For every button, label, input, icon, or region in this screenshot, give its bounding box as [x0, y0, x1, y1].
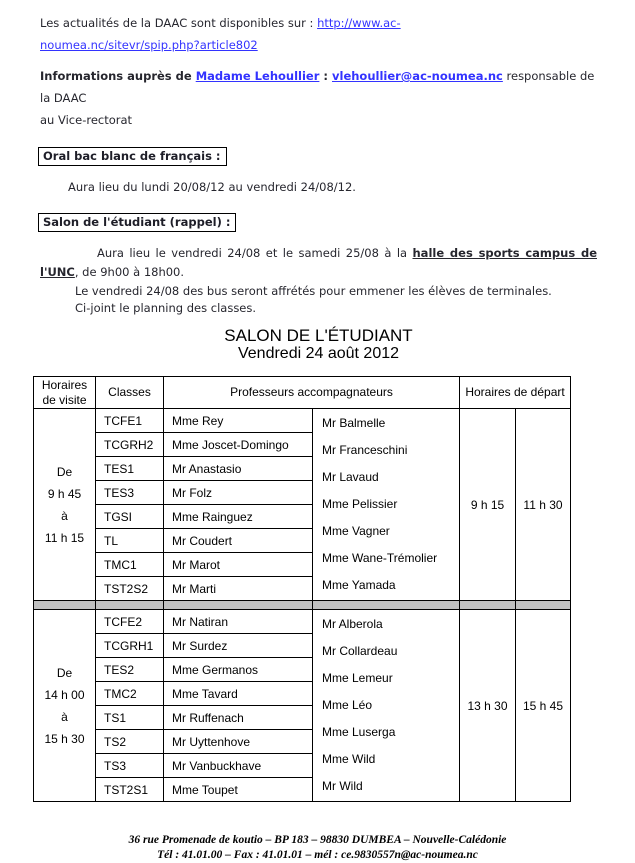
prof-cell: Mr Anastasio	[164, 457, 313, 481]
prof-cell: Mme Joscet-Domingo	[164, 433, 313, 457]
accompagnateurs-morning	[313, 409, 460, 601]
class-cell: TGSI	[96, 505, 164, 529]
intro-text: Les actualités de la DAAC sont disponibles sur :	[40, 16, 318, 30]
class-cell: TS2	[96, 730, 164, 754]
contact-rest-line1: responsable de la DAAC	[40, 69, 595, 105]
footer-address: 36 rue Promenade de koutio – BP 183 – 98830 DUMBEA – Nouvelle-Calédonie	[128, 834, 507, 846]
oral-bac-body: Aura lieu du lundi 20/08/12 au vendredi 24/08/12.	[68, 180, 356, 194]
separator-row	[34, 601, 571, 610]
salon-bus-line: Le vendredi 24/08 des bus seront affrétés pour emmener les élèves de terminales.	[75, 284, 552, 298]
class-cell: TCFE1	[96, 409, 164, 433]
accompagnateur: Mme Vagner	[322, 524, 390, 538]
depart-time-2-afternoon: 15 h 45	[516, 610, 571, 802]
header-depart: Horaires de départ	[460, 377, 571, 409]
salon-paragraph	[40, 244, 597, 282]
table-row	[34, 610, 571, 634]
section-heading-oral-bac: Oral bac blanc de français :	[38, 147, 227, 166]
accompagnateurs-afternoon	[313, 610, 460, 802]
class-cell: TST2S2	[96, 577, 164, 601]
visit-line: De	[56, 464, 73, 479]
accompagnateur: Mr Franceschini	[322, 443, 408, 457]
footer	[0, 833, 635, 863]
prof-cell: Mr Marot	[164, 553, 313, 577]
section-heading-salon: Salon de l'étudiant (rappel) :	[38, 213, 236, 232]
class-cell: TES1	[96, 457, 164, 481]
visit-time-morning	[34, 409, 96, 601]
intro-paragraph	[40, 12, 597, 56]
prof-cell: Mr Coudert	[164, 529, 313, 553]
separator-cell	[164, 601, 313, 610]
separator-cell	[516, 601, 571, 610]
event-subtitle: Vendredi 24 août 2012	[237, 345, 400, 362]
class-cell: TL	[96, 529, 164, 553]
class-cell: TCGRH1	[96, 634, 164, 658]
prof-cell: Mme Tavard	[164, 682, 313, 706]
planning-table	[33, 376, 571, 802]
depart-time-2-morning: 11 h 30	[516, 409, 571, 601]
prof-cell: Mr Natiran	[164, 610, 313, 634]
prof-cell: Mr Folz	[164, 481, 313, 505]
madame-lehoullier-link[interactable]: Madame Lehoullier	[195, 69, 320, 83]
table-row	[34, 409, 571, 433]
visit-line: 9 h 45	[47, 486, 82, 501]
prof-cell: Mme Rainguez	[164, 505, 313, 529]
visit-line: De	[56, 665, 73, 680]
separator-cell	[460, 601, 516, 610]
depart-time-1-morning: 9 h 15	[460, 409, 516, 601]
separator-cell	[96, 601, 164, 610]
visit-line: 14 h 00	[44, 687, 85, 702]
accompagnateur: Mr Lavaud	[322, 470, 379, 484]
class-cell: TS1	[96, 706, 164, 730]
salon-text-start: Aura lieu le vendredi 24/08 et le samedi 25/08 à la	[97, 246, 413, 260]
salon-planning-line: Ci-joint le planning des classes.	[75, 301, 257, 315]
prof-cell: Mr Ruffenach	[164, 706, 313, 730]
class-cell: TMC1	[96, 553, 164, 577]
accompagnateur: Mme Luserga	[322, 725, 396, 739]
separator-cell	[34, 601, 96, 610]
accompagnateur: Mr Balmelle	[322, 416, 386, 430]
class-cell: TCGRH2	[96, 433, 164, 457]
event-title: SALON DE L'ÉTUDIANT	[224, 326, 413, 345]
class-cell: TES2	[96, 658, 164, 682]
email-link[interactable]: vlehoullier@ac-noumea.nc	[332, 69, 503, 83]
prof-cell: Mme Toupet	[164, 778, 313, 802]
separator-cell	[313, 601, 460, 610]
header-visit: Horaires de visite	[34, 377, 96, 409]
header-classes: Classes	[96, 377, 164, 409]
accompagnateur: Mr Alberola	[322, 617, 383, 631]
contact-rest-line2: au Vice-rectorat	[40, 113, 133, 127]
accompagnateur: Mme Wane-Trémolier	[322, 551, 438, 565]
document-body	[0, 0, 635, 363]
prof-cell: Mme Germanos	[164, 658, 313, 682]
prof-cell: Mr Uyttenhove	[164, 730, 313, 754]
prof-cell: Mr Vanbuckhave	[164, 754, 313, 778]
contact-paragraph	[40, 65, 597, 131]
contact-label: Informations auprès de	[40, 69, 196, 83]
accompagnateur: Mme Pelissier	[322, 497, 398, 511]
class-cell: TES3	[96, 481, 164, 505]
visit-line: à	[61, 709, 68, 724]
salon-text-end: , de 9h00 à 18h00.	[74, 265, 185, 279]
prof-cell: Mr Surdez	[164, 634, 313, 658]
class-cell: TMC2	[96, 682, 164, 706]
accompagnateur: Mme Wild	[322, 752, 376, 766]
depart-time-1-afternoon: 13 h 30	[460, 610, 516, 802]
visit-line: 11 h 15	[44, 530, 85, 545]
header-profs: Professeurs accompagnateurs	[164, 377, 460, 409]
contact-separator: :	[319, 69, 332, 83]
daac-news-link-line2: noumea.nc/sitevr/spip.php?article802	[40, 38, 258, 52]
table-header-row	[34, 377, 571, 409]
visit-line: à	[61, 508, 68, 523]
accompagnateur: Mme Yamada	[322, 578, 396, 592]
footer-contact: Tél : 41.01.00 – Fax : 41.01.01 – mél : ce.9830557n@ac-noumea.nc	[157, 849, 478, 861]
accompagnateur: Mme Léo	[322, 698, 373, 712]
class-cell: TST2S1	[96, 778, 164, 802]
prof-cell: Mme Rey	[164, 409, 313, 433]
prof-cell: Mr Marti	[164, 577, 313, 601]
accompagnateur: Mr Collardeau	[322, 644, 398, 658]
daac-news-link-line1: http://www.ac-	[317, 16, 401, 30]
accompagnateur: Mme Lemeur	[322, 671, 393, 685]
class-cell: TS3	[96, 754, 164, 778]
salon-venue: halle des sports campus de l'UNC	[40, 246, 597, 279]
visit-line: 15 h 30	[44, 731, 85, 746]
accompagnateur: Mr Wild	[322, 779, 363, 793]
visit-time-afternoon	[34, 610, 96, 802]
class-cell: TCFE2	[96, 610, 164, 634]
